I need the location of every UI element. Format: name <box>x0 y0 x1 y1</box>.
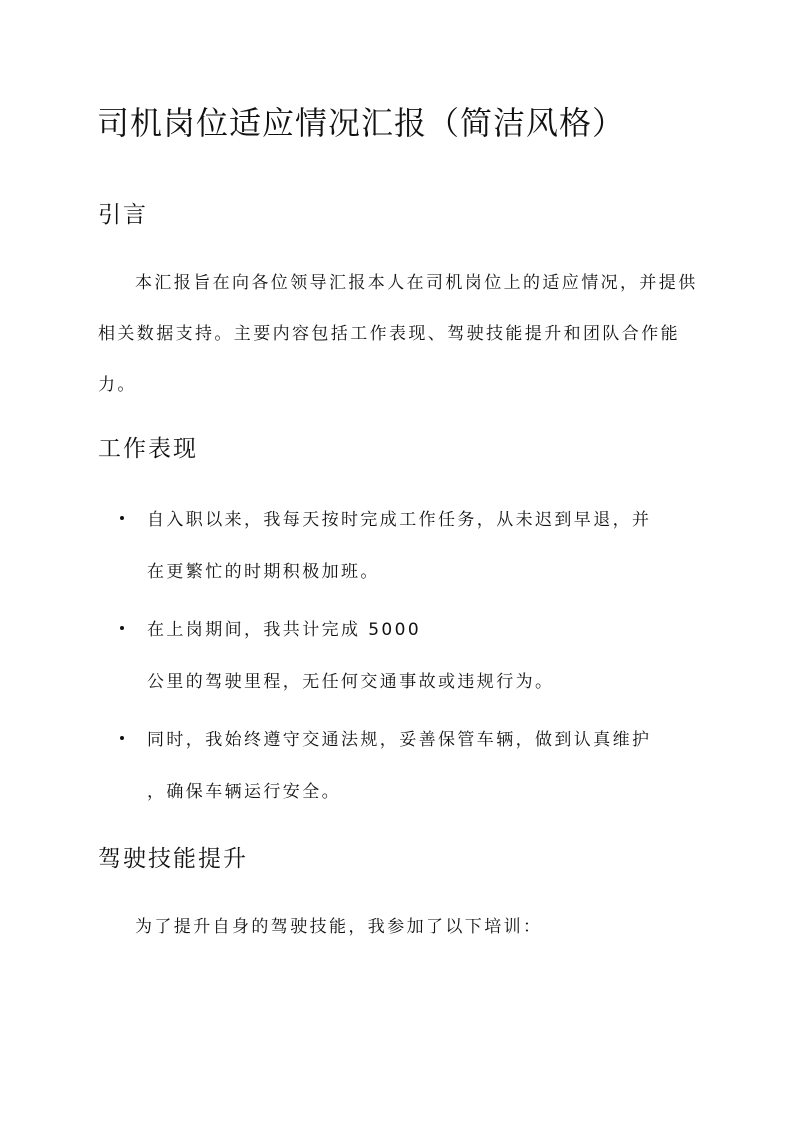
section-heading-skills: 驾驶技能提升 <box>98 846 248 872</box>
bullet-text <box>147 714 692 818</box>
section-heading-intro: 引言 <box>98 202 148 228</box>
bullet-dot-icon <box>120 626 124 630</box>
bullet-line: 在上岗期间，我共计完成 5000 <box>147 620 422 640</box>
bullet-dot-icon <box>120 736 124 740</box>
intro-paragraph: 本汇报旨在向各位领导汇报本人在司机岗位上的适应情况，并提供相关数据支持。主要内容包括工作表现、驾驶技能提升和团队合作能力。 <box>98 273 698 395</box>
bullet-text <box>147 604 692 708</box>
bullet-line: 在更繁忙的时期积极加班。 <box>147 562 380 582</box>
section-heading-performance: 工作表现 <box>98 436 198 462</box>
bullet-line: 公里的驾驶里程，无任何交通事故或违规行为。 <box>147 672 555 692</box>
bullet-text <box>147 494 692 598</box>
bullet-line: ，确保车辆运行安全。 <box>147 782 341 802</box>
document-title: 司机岗位适应情况汇报（简洁风格） <box>97 104 626 142</box>
bullet-dot-icon <box>120 516 124 520</box>
skills-paragraph: 为了提升自身的驾驶技能，我参加了以下培训： <box>135 917 543 937</box>
bullet-line: 同时，我始终遵守交通法规，妥善保管车辆，做到认真维护 <box>147 730 652 750</box>
bullet-line: 自入职以来，我每天按时完成工作任务，从未迟到早退，并 <box>147 510 652 530</box>
